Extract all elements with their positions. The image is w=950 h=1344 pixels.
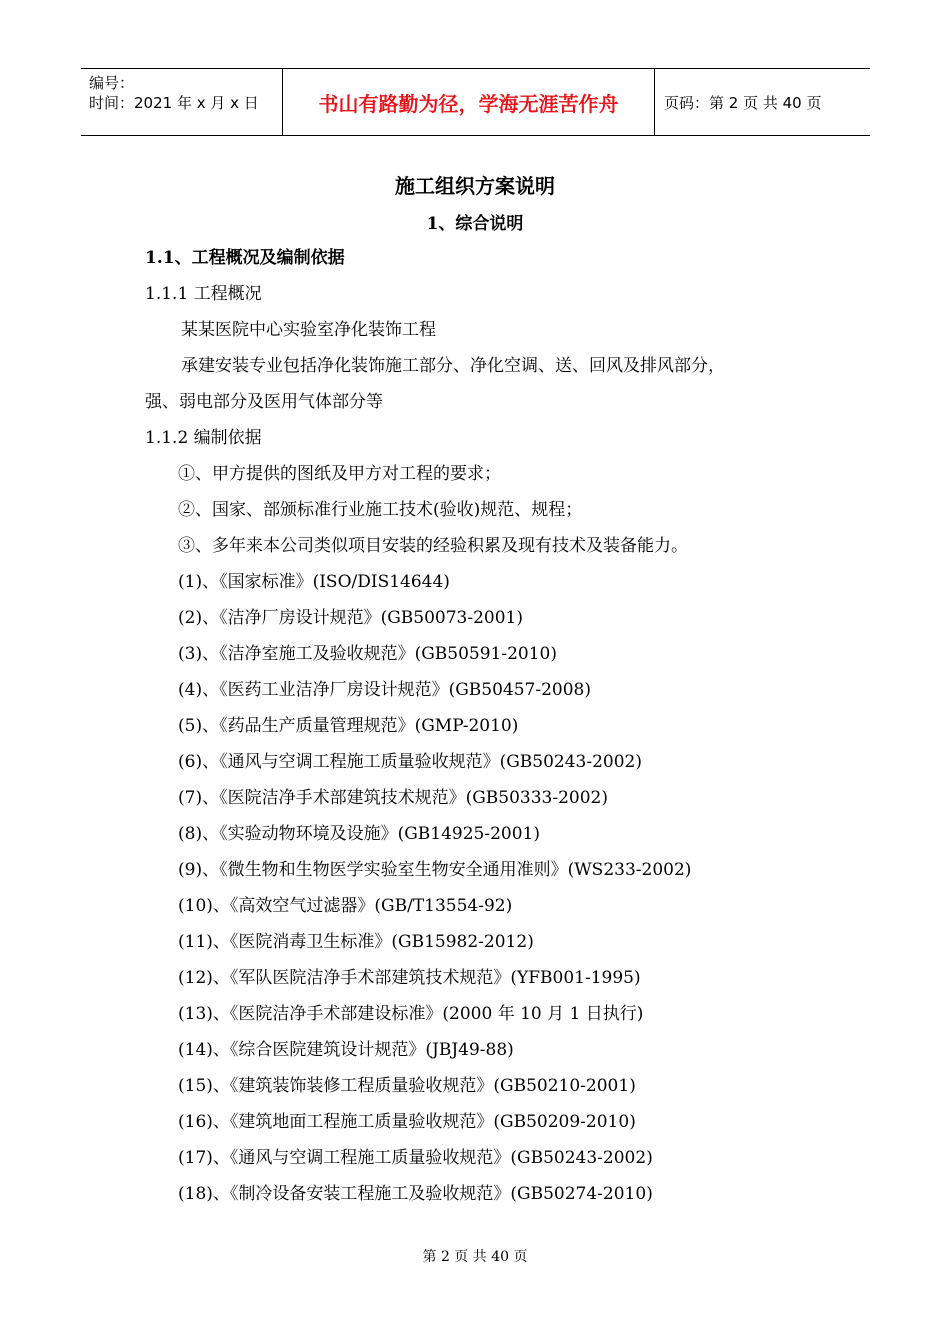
item-heading-project-overview: 1.1.1 工程概况 [145, 284, 262, 304]
item-heading-basis: 1.1.2 编制依据 [145, 428, 262, 448]
subsection-heading: 1.1、工程概况及编制依据 [145, 248, 345, 268]
basis-item: ③、多年来本公司类似项目安装的经验积累及现有技术及装备能力。 [178, 536, 688, 556]
header-page-info: 页码：第 2 页 共 40 页 [664, 93, 822, 112]
document-number-label: 编号： [89, 74, 135, 92]
standard-item: (3)、《洁净室施工及验收规范》(GB50591-2010) [178, 644, 558, 664]
standard-item: (11)、《医院消毒卫生标准》(GB15982-2012) [178, 932, 534, 952]
standard-item: (4)、《医药工业洁净厂房设计规范》(GB50457-2008) [178, 680, 592, 700]
standard-item: (7)、《医院洁净手术部建筑技术规范》(GB50333-2002) [178, 788, 609, 808]
scope-paragraph-line-2: 强、弱电部分及医用气体部分等 [145, 392, 383, 412]
header-motto: 书山有路勤为径，学海无涯苦作舟 [318, 91, 619, 116]
standard-item: (8)、《实验动物环境及设施》(GB14925-2001) [178, 824, 541, 844]
basis-item: ①、甲方提供的图纸及甲方对工程的要求； [178, 464, 501, 484]
standard-item: (5)、《药品生产质量管理规范》(GMP-2010) [178, 716, 519, 736]
document-date: 时间：2021 年 x 月 x 日 [89, 94, 259, 112]
standard-item: (17)、《通风与空调工程施工质量验收规范》(GB50243-2002) [178, 1148, 653, 1168]
document-title: 施工组织方案说明 [395, 174, 555, 198]
standard-item: (6)、《通风与空调工程施工质量验收规范》(GB50243-2002) [178, 752, 643, 772]
standard-item: (12)、《军队医院洁净手术部建筑技术规范》(YFB001-1995) [178, 968, 641, 988]
basis-item: ②、国家、部颁标准行业施工技术(验收)规范、规程； [178, 500, 583, 520]
standard-item: (13)、《医院洁净手术部建设标准》(2000 年 10 月 1 日执行) [178, 1004, 644, 1024]
standard-item: (2)、《洁净厂房设计规范》(GB50073-2001) [178, 608, 524, 628]
page-footer: 第 2 页 共 40 页 [422, 1249, 528, 1265]
header-left-cell [81, 69, 282, 135]
header-motto-cell [282, 69, 655, 135]
standard-item: (15)、《建筑装饰装修工程质量验收规范》(GB50210-2001) [178, 1076, 636, 1096]
standard-item: (14)、《综合医院建筑设计规范》(JBJ49-88) [178, 1040, 514, 1060]
standard-item: (18)、《制冷设备安装工程施工及验收规范》(GB50274-2010) [178, 1184, 653, 1204]
standard-item: (1)、《国家标准》(ISO/DIS14644) [178, 572, 450, 592]
scope-paragraph-line-1: 承建安装专业包括净化装饰施工部分、净化空调、送、回风及排风部分， [181, 356, 725, 376]
page-header [81, 68, 870, 136]
standard-item: (9)、《微生物和生物医学实验室生物安全通用准则》(WS233-2002) [178, 860, 692, 880]
section-title: 1、综合说明 [426, 214, 524, 234]
standard-item: (16)、《建筑地面工程施工质量验收规范》(GB50209-2010) [178, 1112, 636, 1132]
project-name: 某某医院中心实验室净化装饰工程 [181, 320, 436, 340]
standard-item: (10)、《高效空气过滤器》(GB/T13554-92) [178, 896, 513, 916]
header-page-info-cell [655, 69, 870, 135]
